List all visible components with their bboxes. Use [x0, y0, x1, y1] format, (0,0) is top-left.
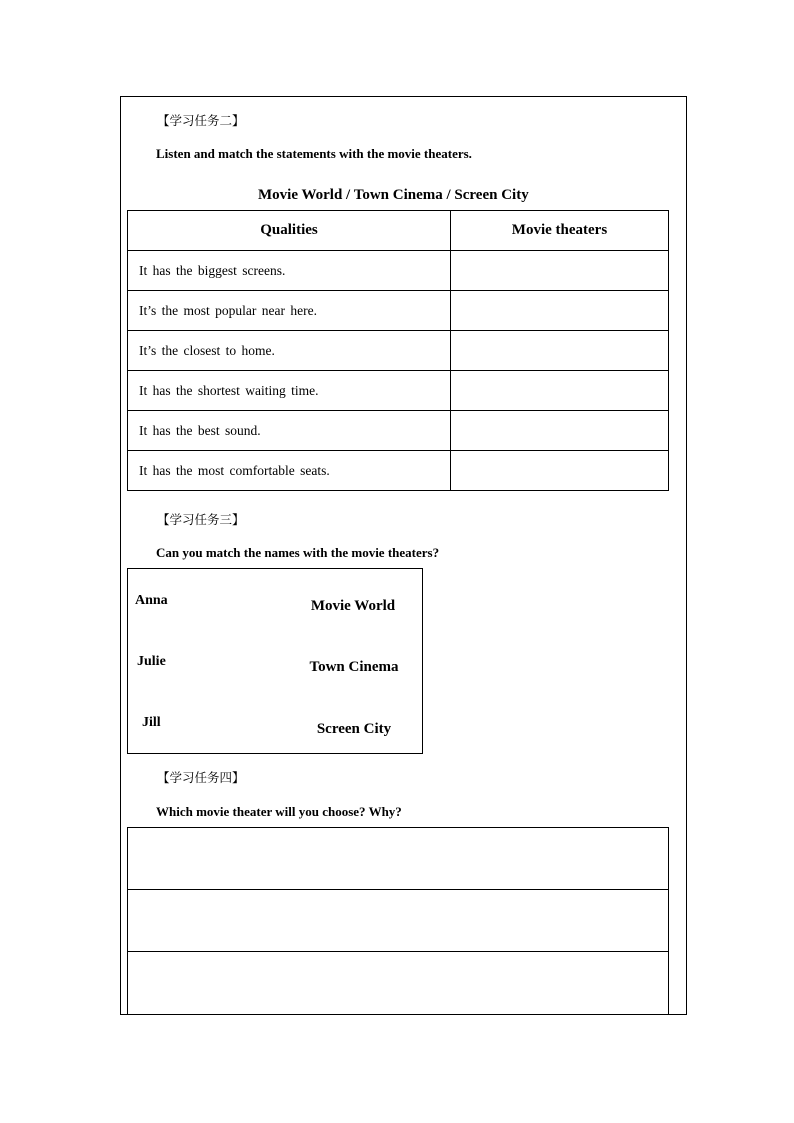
- theater-answer-cell[interactable]: [451, 291, 669, 331]
- quality-cell: It has the most comfortable seats.: [128, 451, 451, 491]
- table-header-row: [128, 211, 669, 251]
- table-row: [128, 411, 669, 451]
- quality-cell: It has the shortest waiting time.: [128, 371, 451, 411]
- task-4-question: Which movie theater will you choose? Why?: [156, 804, 402, 819]
- quality-cell: It has the best sound.: [128, 411, 451, 451]
- task-3-instruction: Can you match the names with the movie theaters?: [156, 545, 440, 560]
- theater-town-cinema[interactable]: Town Cinema: [309, 659, 399, 675]
- task-4-heading: 【学习任务四】: [157, 770, 245, 785]
- answer-line[interactable]: [128, 890, 668, 952]
- table-row: [128, 371, 669, 411]
- theater-screen-city[interactable]: Screen City: [316, 721, 392, 737]
- name-jill[interactable]: Jill: [142, 715, 161, 730]
- theater-answer-cell[interactable]: [451, 411, 669, 451]
- name-julie[interactable]: Julie: [137, 654, 166, 669]
- task-2-heading: 【学习任务二】: [157, 113, 245, 128]
- theater-answer-cell[interactable]: [451, 251, 669, 291]
- answer-box: [127, 827, 669, 1015]
- theater-answer-cell[interactable]: [451, 371, 669, 411]
- theater-answer-cell[interactable]: [451, 331, 669, 371]
- quality-cell: It has the biggest screens.: [128, 251, 451, 291]
- name-anna[interactable]: Anna: [135, 593, 168, 608]
- task-3-heading: 【学习任务三】: [157, 512, 245, 527]
- answer-line[interactable]: [128, 828, 668, 890]
- table-row: [128, 291, 669, 331]
- task-2-instruction: Listen and match the statements with the movie theaters.: [156, 146, 472, 161]
- quality-cell: It’s the closest to home.: [128, 331, 451, 371]
- movie-theaters-header: Movie theaters: [451, 211, 669, 251]
- name-matching-box: [127, 568, 423, 754]
- quality-cell: It’s the most popular near here.: [128, 291, 451, 331]
- answer-line[interactable]: [128, 952, 668, 1014]
- table-row: [128, 331, 669, 371]
- table-row: [128, 251, 669, 291]
- matching-table: [127, 210, 669, 491]
- theater-answer-cell[interactable]: [451, 451, 669, 491]
- theater-options: Movie World / Town Cinema / Screen City: [258, 187, 529, 203]
- table-row: [128, 451, 669, 491]
- qualities-header: Qualities: [128, 211, 451, 251]
- theater-movie-world[interactable]: Movie World: [310, 598, 396, 614]
